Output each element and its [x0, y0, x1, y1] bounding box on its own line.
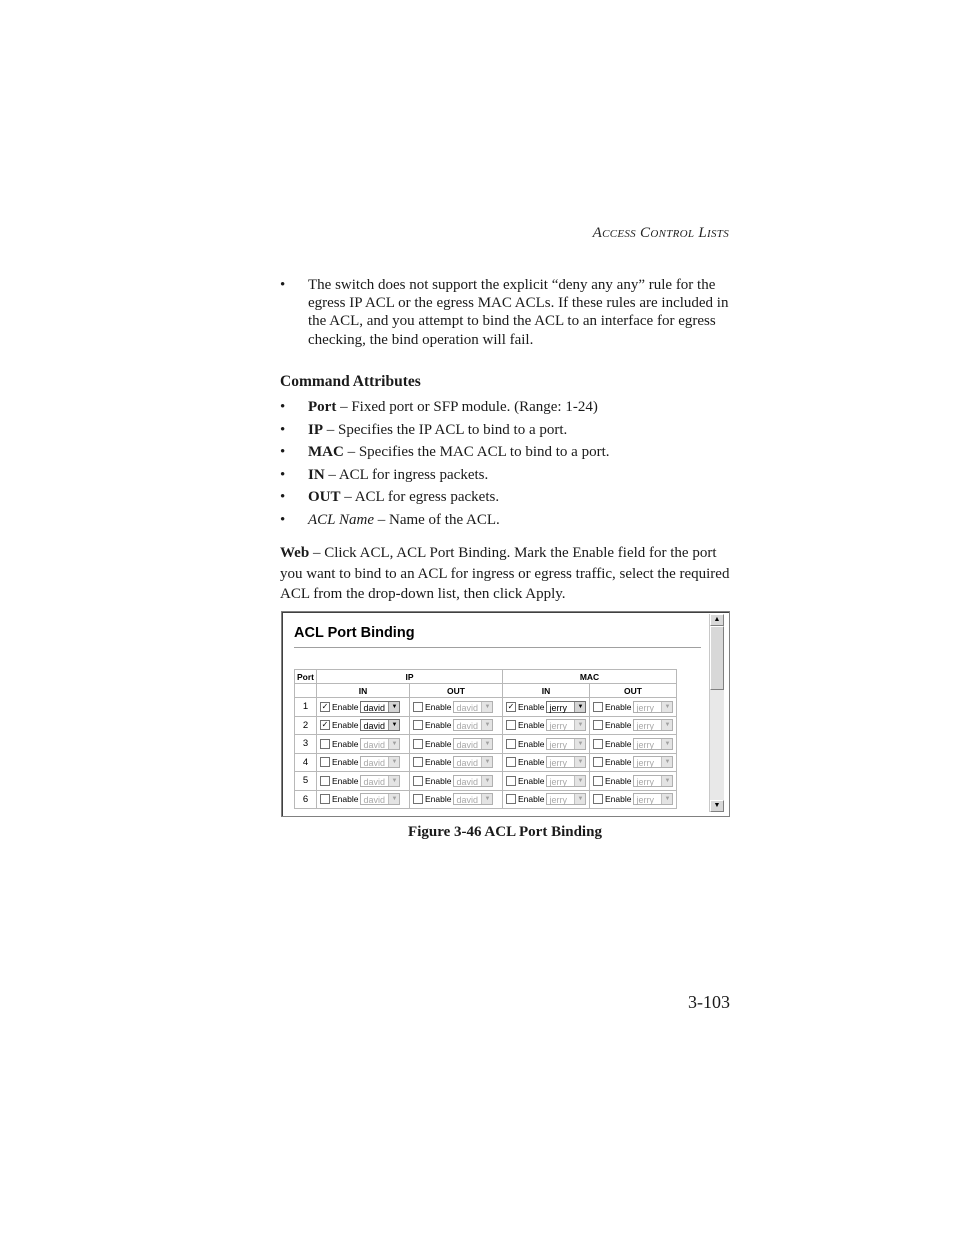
enable-checkbox[interactable]	[593, 720, 603, 730]
acl-name-select[interactable]	[453, 756, 493, 768]
acl-name-value: jerry	[549, 702, 567, 713]
acl-name-value: david	[456, 739, 478, 750]
enable-label: Enable	[518, 775, 545, 786]
acl-name-select[interactable]	[360, 719, 400, 731]
acl-name-select[interactable]	[633, 701, 673, 713]
bullet-dot: •	[280, 444, 286, 461]
page-number: 3-103	[688, 992, 730, 1012]
dropdown-arrow-icon[interactable]: ▼	[481, 739, 492, 749]
acl-name-select[interactable]	[360, 756, 400, 768]
acl-name-value: david	[456, 702, 478, 713]
ip-out-cell	[410, 772, 503, 791]
port-number: 3	[295, 735, 317, 754]
acl-name-value: jerry	[636, 758, 654, 769]
dropdown-arrow-icon[interactable]: ▼	[574, 776, 585, 786]
vertical-scrollbar[interactable]	[709, 614, 724, 812]
port-number: 4	[295, 753, 317, 772]
dropdown-arrow-icon[interactable]: ▼	[388, 757, 399, 767]
acl-name-value: jerry	[549, 795, 567, 806]
enable-label: Enable	[605, 794, 632, 805]
attribute-item	[280, 398, 730, 421]
enable-checkbox[interactable]	[320, 757, 330, 767]
attribute-desc: – ACL for ingress packets.	[324, 466, 489, 483]
enable-label: Enable	[605, 701, 632, 712]
enable-label: Enable	[518, 738, 545, 749]
enable-checkbox[interactable]	[506, 739, 516, 749]
acl-name-value: jerry	[549, 776, 567, 787]
attribute-term: MAC	[308, 444, 344, 461]
intro-section	[280, 276, 730, 349]
enable-label: Enable	[332, 720, 359, 731]
enable-label: Enable	[605, 757, 632, 768]
attribute-desc: – Name of the ACL.	[373, 511, 500, 528]
port-number: 2	[295, 716, 317, 735]
enable-checkbox[interactable]: ✓	[507, 701, 515, 711]
mac-out-cell	[590, 772, 677, 791]
web-desc: – Click ACL, ACL Port Binding. Mark the Enable field for the port you want to bind to an ACL for ingress or egress traffic, select the required ACL from the drop-down list, then click Apply.	[280, 545, 730, 602]
enable-checkbox[interactable]	[413, 757, 423, 767]
mac-out-cell	[590, 753, 677, 772]
port-number: 5	[295, 772, 317, 791]
dropdown-arrow-icon[interactable]: ▼	[388, 776, 399, 786]
enable-checkbox[interactable]	[413, 794, 423, 804]
dropdown-arrow-icon[interactable]: ▼	[481, 757, 492, 767]
acl-name-select[interactable]	[360, 701, 400, 713]
acl-name-value: jerry	[636, 721, 654, 732]
table-row	[295, 772, 677, 791]
dropdown-arrow-icon[interactable]: ▼	[388, 720, 399, 730]
enable-checkbox[interactable]	[593, 757, 603, 767]
enable-checkbox[interactable]	[506, 720, 516, 730]
ip-in-cell	[317, 753, 410, 772]
bullet-dot: •	[280, 421, 286, 438]
table-subheader-row	[295, 684, 677, 698]
acl-name-value: jerry	[636, 795, 654, 806]
table-row	[295, 698, 677, 717]
ip-in-cell	[317, 716, 410, 735]
attribute-item	[280, 466, 730, 489]
acl-name-value: david	[363, 721, 385, 732]
enable-checkbox[interactable]	[593, 702, 603, 712]
acl-name-value: david	[363, 739, 385, 750]
enable-label: Enable	[332, 738, 359, 749]
attribute-item	[280, 443, 730, 466]
enable-label: Enable	[605, 775, 632, 786]
enable-label: Enable	[605, 738, 632, 749]
scroll-down-icon[interactable]: ▼	[710, 800, 724, 812]
running-head: Access Control Lists	[592, 225, 729, 241]
dropdown-arrow-icon[interactable]: ▼	[481, 702, 492, 712]
port-number: 1	[295, 698, 317, 717]
dropdown-arrow-icon[interactable]: ▼	[388, 702, 399, 712]
table-body	[295, 698, 677, 809]
acl-binding-table	[294, 669, 677, 809]
acl-name-select[interactable]	[633, 775, 673, 787]
enable-label: Enable	[332, 701, 359, 712]
ip-in-cell	[317, 698, 410, 717]
acl-name-select[interactable]	[546, 793, 586, 805]
dropdown-arrow-icon[interactable]: ▼	[481, 794, 492, 804]
dropdown-arrow-icon[interactable]: ▼	[388, 794, 399, 804]
acl-name-value: david	[456, 776, 478, 787]
dropdown-arrow-icon[interactable]: ▼	[661, 702, 672, 712]
intro-bullet-text: The switch does not support the explicit “deny any any” rule for the egress IP ACL or the egress MAC ACLs. If these rules are included in the ACL, and you attempt to bind the ACL to an interface for egress checking, the bind operation will fail.	[308, 277, 729, 348]
attribute-term: OUT	[308, 489, 341, 506]
acl-name-select[interactable]	[453, 738, 493, 750]
scroll-thumb[interactable]	[710, 626, 724, 690]
enable-checkbox[interactable]	[413, 776, 423, 786]
enable-checkbox[interactable]	[413, 720, 423, 730]
table-header-row	[295, 670, 677, 684]
acl-name-select[interactable]	[633, 719, 673, 731]
acl-name-value: jerry	[549, 739, 567, 750]
enable-label: Enable	[518, 720, 545, 731]
attribute-term: IN	[308, 466, 325, 483]
web-term: Web	[280, 545, 310, 561]
ip-out-cell	[410, 753, 503, 772]
table-row	[295, 753, 677, 772]
bullet-dot: •	[280, 466, 286, 483]
enable-label: Enable	[518, 757, 545, 768]
dropdown-arrow-icon[interactable]: ▼	[574, 757, 585, 767]
mac-out-cell	[590, 698, 677, 717]
enable-checkbox[interactable]	[413, 702, 423, 712]
enable-label: Enable	[518, 701, 545, 712]
enable-checkbox[interactable]: ✓	[321, 701, 329, 711]
table-row	[295, 790, 677, 809]
acl-name-value: david	[456, 758, 478, 769]
acl-name-value: david	[456, 795, 478, 806]
acl-name-select[interactable]	[633, 756, 673, 768]
enable-label: Enable	[425, 701, 452, 712]
acl-name-value: david	[456, 721, 478, 732]
web-instructions	[280, 543, 730, 605]
mac-out-header: OUT	[590, 684, 677, 698]
ip-out-cell	[410, 790, 503, 809]
attribute-item	[280, 421, 730, 444]
mac-in-cell	[503, 790, 590, 809]
dropdown-arrow-icon[interactable]: ▼	[661, 739, 672, 749]
enable-checkbox[interactable]	[593, 794, 603, 804]
acl-name-value: jerry	[636, 776, 654, 787]
blank-header	[295, 684, 317, 698]
dropdown-arrow-icon[interactable]: ▼	[661, 776, 672, 786]
enable-checkbox[interactable]	[320, 776, 330, 786]
attribute-term: Port	[308, 399, 337, 415]
ip-header: IP	[317, 670, 503, 684]
acl-name-select[interactable]	[546, 719, 586, 731]
dropdown-arrow-icon[interactable]: ▼	[574, 739, 585, 749]
acl-name-select[interactable]	[546, 775, 586, 787]
enable-checkbox[interactable]	[506, 757, 516, 767]
acl-name-select[interactable]	[360, 775, 400, 787]
acl-name-select[interactable]	[546, 701, 586, 713]
attribute-desc: – Fixed port or SFP module. (Range: 1-24)	[336, 399, 598, 415]
enable-label: Enable	[425, 720, 452, 731]
dropdown-arrow-icon[interactable]: ▼	[574, 702, 585, 712]
acl-name-value: david	[363, 776, 385, 787]
enable-checkbox[interactable]	[320, 739, 330, 749]
attribute-desc: – ACL for egress packets.	[340, 489, 500, 506]
enable-label: Enable	[425, 794, 452, 805]
port-header: Port	[295, 670, 317, 684]
table-row	[295, 716, 677, 735]
acl-port-binding-screenshot	[281, 611, 730, 817]
bullet-dot: •	[280, 277, 286, 293]
attribute-desc: – Specifies the MAC ACL to bind to a port.	[343, 444, 610, 461]
acl-name-select[interactable]	[453, 719, 493, 731]
ip-in-cell	[317, 735, 410, 754]
mac-in-cell	[503, 772, 590, 791]
attribute-desc: – Specifies the IP ACL to bind to a port.	[323, 421, 568, 438]
acl-name-select[interactable]	[453, 793, 493, 805]
ip-in-cell	[317, 790, 410, 809]
acl-name-select[interactable]	[453, 701, 493, 713]
title-divider	[294, 647, 701, 648]
mac-header: MAC	[503, 670, 677, 684]
figure-caption: Figure 3-46 ACL Port Binding	[408, 824, 602, 840]
acl-name-select[interactable]	[360, 793, 400, 805]
attribute-list	[280, 398, 730, 534]
acl-name-value: david	[363, 795, 385, 806]
dropdown-arrow-icon[interactable]: ▼	[661, 720, 672, 730]
mac-out-cell	[590, 735, 677, 754]
enable-checkbox[interactable]	[506, 776, 516, 786]
dropdown-arrow-icon[interactable]: ▼	[481, 720, 492, 730]
dropdown-arrow-icon[interactable]: ▼	[481, 776, 492, 786]
ip-in-header: IN	[317, 684, 410, 698]
acl-name-select[interactable]	[546, 756, 586, 768]
dropdown-arrow-icon[interactable]: ▼	[574, 720, 585, 730]
mac-in-header: IN	[503, 684, 590, 698]
enable-label: Enable	[605, 720, 632, 731]
ip-in-cell	[317, 772, 410, 791]
mac-in-cell	[503, 716, 590, 735]
enable-label: Enable	[332, 757, 359, 768]
enable-checkbox[interactable]	[413, 739, 423, 749]
enable-checkbox[interactable]	[320, 794, 330, 804]
enable-label: Enable	[425, 738, 452, 749]
ip-out-cell	[410, 716, 503, 735]
enable-checkbox[interactable]: ✓	[321, 720, 329, 730]
enable-label: Enable	[518, 794, 545, 805]
mac-in-cell	[503, 735, 590, 754]
acl-name-value: david	[363, 702, 385, 713]
screenshot-title: ACL Port Binding	[294, 625, 415, 641]
attribute-item	[280, 488, 730, 511]
enable-label: Enable	[332, 794, 359, 805]
acl-name-select[interactable]	[633, 793, 673, 805]
acl-name-value: jerry	[636, 702, 654, 713]
dropdown-arrow-icon[interactable]: ▼	[388, 739, 399, 749]
enable-label: Enable	[425, 775, 452, 786]
dropdown-arrow-icon[interactable]: ▼	[574, 794, 585, 804]
intro-bullet	[280, 276, 730, 349]
scroll-up-icon[interactable]: ▲	[710, 614, 724, 626]
acl-name-value: jerry	[636, 739, 654, 750]
dropdown-arrow-icon[interactable]: ▼	[661, 757, 672, 767]
ip-out-cell	[410, 735, 503, 754]
acl-name-value: jerry	[549, 721, 567, 732]
bullet-dot: •	[280, 511, 286, 528]
enable-checkbox[interactable]	[506, 794, 516, 804]
acl-name-select[interactable]	[546, 738, 586, 750]
dropdown-arrow-icon[interactable]: ▼	[661, 794, 672, 804]
enable-checkbox[interactable]	[593, 776, 603, 786]
acl-name-value: david	[363, 758, 385, 769]
mac-in-cell	[503, 698, 590, 717]
acl-name-value: jerry	[549, 758, 567, 769]
mac-in-cell	[503, 753, 590, 772]
table-row	[295, 735, 677, 754]
port-number: 6	[295, 790, 317, 809]
mac-out-cell	[590, 790, 677, 809]
acl-name-select[interactable]	[453, 775, 493, 787]
acl-name-select[interactable]	[360, 738, 400, 750]
attribute-term: ACL Name	[308, 511, 374, 528]
ip-out-header: OUT	[410, 684, 503, 698]
enable-label: Enable	[425, 757, 452, 768]
acl-name-select[interactable]	[633, 738, 673, 750]
attribute-item	[280, 511, 730, 534]
enable-label: Enable	[332, 775, 359, 786]
mac-out-cell	[590, 716, 677, 735]
attribute-term: IP	[308, 421, 323, 438]
bullet-dot: •	[280, 489, 286, 506]
ip-out-cell	[410, 698, 503, 717]
bullet-dot: •	[280, 399, 286, 415]
command-attributes-title: Command Attributes	[280, 373, 421, 390]
enable-checkbox[interactable]	[593, 739, 603, 749]
